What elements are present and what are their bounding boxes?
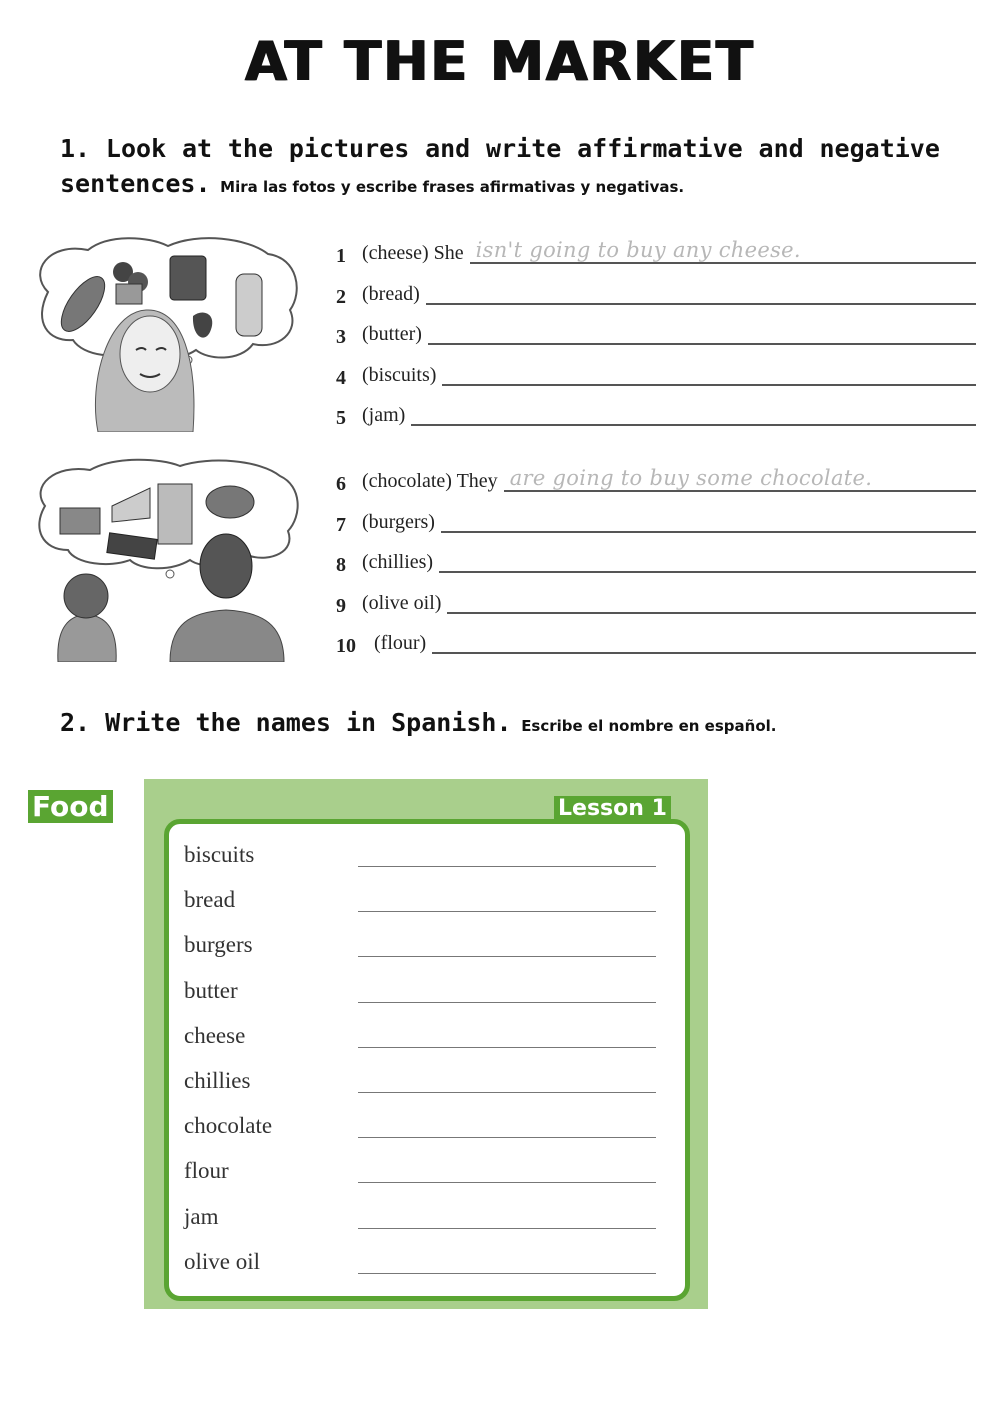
boy-body [58, 614, 116, 662]
row-prompt: (olive oil) [362, 591, 442, 614]
vocabulary-word: olive oil [184, 1248, 261, 1274]
vocabulary-item [184, 883, 664, 928]
flour-bag-icon [158, 484, 192, 544]
vocabulary-word: cheese [184, 1022, 246, 1048]
vocabulary-item [184, 1064, 664, 1109]
sentence-row [336, 390, 976, 430]
sentence-row [336, 456, 976, 496]
row-prompt: (burgers) [362, 510, 435, 533]
exercise-1-group-2 [336, 456, 976, 658]
sentence-row [336, 537, 976, 577]
vocabulary-word: bread [184, 887, 236, 913]
row-number: 5 [336, 406, 346, 429]
translation-line[interactable] [358, 1154, 656, 1183]
row-prompt: (butter) [362, 323, 422, 346]
vocabulary-word: jam [184, 1203, 219, 1229]
translation-line[interactable] [358, 1245, 656, 1274]
vocabulary-item [184, 1200, 664, 1245]
vocabulary-list [184, 838, 664, 1290]
instruction-word: and [425, 134, 471, 163]
translation-line[interactable] [358, 883, 656, 912]
translation-line[interactable] [358, 974, 656, 1003]
row-number: 8 [336, 554, 346, 577]
woman-thinking-illustration [28, 232, 300, 432]
instruction-word: pictures [288, 134, 410, 163]
burgers-icon [206, 486, 254, 518]
instruction-word: and [758, 134, 804, 163]
answer-line[interactable] [439, 545, 976, 573]
row-prompt: (flour) [374, 631, 427, 654]
row-number: 4 [336, 366, 346, 389]
instruction-word: Look [105, 134, 167, 163]
answer-line[interactable] [428, 317, 976, 345]
translation-line[interactable] [358, 928, 656, 957]
instruction-text: 2. Write the names in Spanish. [60, 708, 512, 737]
vocabulary-word: biscuits [184, 842, 255, 867]
example-answer: isn't going to buy any cheese. [475, 238, 801, 263]
row-number: 1 [336, 245, 346, 268]
row-prompt: (jam) [362, 403, 406, 426]
row-prompt: (cheese) She [362, 242, 464, 265]
vocabulary-item [184, 1019, 664, 1064]
answer-line[interactable] [441, 505, 976, 533]
answer-line[interactable] [447, 586, 976, 614]
vocabulary-word: chocolate [184, 1113, 273, 1139]
instruction-word: write [486, 134, 562, 163]
row-number: 7 [336, 513, 346, 536]
instruction-line2: sentences. [60, 169, 211, 198]
row-prompt: (bread) [362, 282, 420, 305]
lesson-label: Lesson 1 [554, 796, 671, 821]
row-prompt: (chillies) [362, 551, 434, 574]
row-prompt: (chocolate) They [362, 470, 498, 493]
translation-line[interactable] [358, 1064, 656, 1093]
sentence-row [336, 309, 976, 349]
instruction-word: at [181, 134, 213, 163]
woman-face [120, 316, 180, 392]
translation-line[interactable] [358, 1200, 656, 1229]
answer-line[interactable] [426, 277, 976, 305]
two-people-thinking-illustration [30, 456, 300, 662]
vocabulary-item [184, 1109, 664, 1154]
example-answer: are going to buy some chocolate. [509, 466, 873, 491]
instruction-word: the [227, 134, 274, 163]
sentence-row [336, 228, 976, 268]
sentence-row [336, 577, 976, 617]
row-number: 3 [336, 326, 346, 349]
translation-line[interactable] [358, 1019, 656, 1048]
sentence-row [336, 496, 976, 536]
vocabulary-item [184, 838, 664, 883]
instruction-word: 1. [60, 134, 91, 163]
translation-line[interactable] [358, 1109, 656, 1138]
translation-line[interactable] [358, 838, 656, 867]
answer-line[interactable] [411, 398, 976, 426]
row-number: 9 [336, 594, 346, 617]
sentence-row [336, 349, 976, 389]
instruction-spanish: Mira las fotos y escribe frases afirmativas y negativas. [220, 178, 685, 196]
instruction-word: affirmative [577, 134, 743, 163]
exercise-2-instruction [60, 708, 940, 737]
answer-line[interactable] [504, 464, 976, 492]
row-prompt: (biscuits) [362, 363, 437, 386]
sentence-row [336, 618, 976, 658]
vocabulary-word: butter [184, 977, 238, 1003]
answer-line[interactable] [442, 358, 976, 386]
food-box-title: Food [28, 790, 113, 823]
exercise-1-instruction [60, 134, 940, 198]
answer-line[interactable] [470, 236, 976, 264]
row-number: 6 [336, 473, 346, 496]
exercise-1-group-1 [336, 228, 976, 430]
row-number: 2 [336, 285, 346, 308]
sentence-row [336, 268, 976, 308]
vocabulary-word: flour [184, 1158, 229, 1184]
instruction-word: negative [819, 134, 940, 163]
vocabulary-word: chillies [184, 1067, 251, 1093]
jam-jar-icon [170, 256, 206, 300]
instruction-spanish: Escribe el nombre en español. [521, 717, 777, 735]
vocabulary-item [184, 928, 664, 973]
cheese-icon [116, 284, 142, 304]
boy-head [64, 574, 108, 618]
row-number: 10 [336, 634, 356, 657]
answer-line[interactable] [432, 626, 976, 654]
man-head [200, 534, 252, 598]
butter-icon [60, 508, 100, 534]
vocabulary-word: burgers [184, 932, 253, 958]
vocabulary-item [184, 1154, 664, 1199]
thought-dot [166, 570, 174, 578]
vocabulary-item [184, 974, 664, 1019]
vocabulary-item [184, 1245, 664, 1290]
page-title: AT THE MARKET [245, 30, 755, 93]
man-body [170, 610, 284, 662]
olive-oil-icon [236, 274, 262, 336]
